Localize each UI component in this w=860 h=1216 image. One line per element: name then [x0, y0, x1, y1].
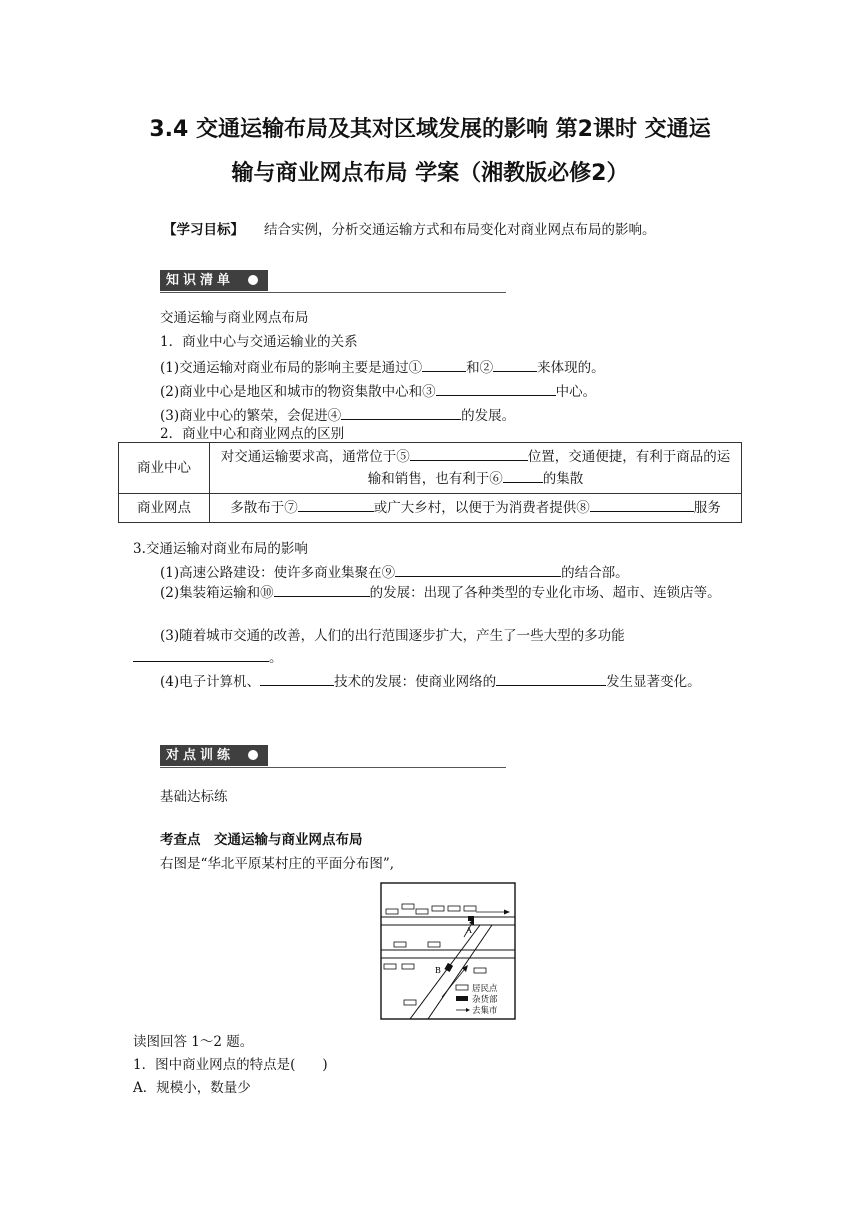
read-instruction: 读图回答 1～2 题。	[133, 1034, 254, 1050]
answer-blank-3[interactable]	[436, 381, 556, 396]
legend-store: 杂货部	[472, 995, 498, 1005]
table-row	[119, 494, 742, 523]
section-banner-label: 对点训练	[160, 745, 268, 766]
table-row-value: 多散布于⑦ 或广大乡村，以便于为消费者提供⑧ 服务	[210, 494, 742, 523]
table-row	[119, 443, 742, 494]
section-banner-practice	[160, 745, 506, 768]
page-title-line-1: 3.4 交通运输布局及其对区域发展的影响 第2课时 交通运	[149, 117, 711, 142]
label-a: A	[466, 926, 472, 935]
question-1-3: (3)商业中心的繁荣，会促进④ 的发展。	[160, 405, 515, 425]
answer-blank-7[interactable]	[298, 497, 374, 512]
table-row-key: 商业网点	[119, 494, 210, 523]
learning-goal	[163, 218, 656, 238]
answer-blank-13[interactable]	[496, 671, 606, 686]
point-3-3: (3)随着城市交通的改善，人们的出行范围逐步扩大，产生了一些大型的多功能。	[133, 625, 731, 669]
legend-market: 去集市	[472, 1006, 498, 1016]
subsection-2: 2．商业中心和商业网点的区别	[160, 426, 345, 442]
answer-blank-1[interactable]	[422, 357, 466, 372]
answer-blank-10[interactable]	[274, 582, 370, 597]
knowledge-heading: 交通运输与商业网点布局	[160, 310, 309, 326]
answer-blank-12[interactable]	[260, 671, 334, 686]
label-b: B	[435, 966, 441, 975]
point-3-2: (2)集装箱运输和⑩ 的发展：出现了各种类型的专业化市场、超市、连锁店等。	[133, 582, 731, 604]
practice-subheading: 基础达标练	[160, 789, 228, 805]
village-map	[380, 882, 516, 1020]
subsection-1: 1．商业中心与交通运输业的关系	[160, 334, 358, 350]
answer-blank-4[interactable]	[341, 405, 461, 420]
answer-blank-6[interactable]	[503, 468, 543, 483]
table-row-key: 商业中心	[119, 443, 210, 494]
learning-goal-text: 结合实例，分析交通运输方式和布局变化对商业网点布局的影响。	[264, 222, 656, 238]
topic-line: 考查点 交通运输与商业网点布局	[160, 832, 363, 848]
question-1-1: (1)交通运输对商业布局的影响主要是通过① 和② 来体现的。	[160, 357, 605, 377]
question-1-2: (2)商业中心是地区和城市的物资集散中心和③ 中心。	[160, 381, 596, 401]
section-banner-label: 知识清单	[160, 270, 268, 291]
answer-blank-2[interactable]	[493, 357, 537, 372]
answer-blank-8[interactable]	[590, 497, 694, 512]
legend-residential: 居民点	[472, 984, 498, 994]
answer-blank-5[interactable]	[410, 446, 528, 461]
comparison-table	[118, 442, 742, 523]
subsection-3: 3.交通运输对商业布局的影响	[133, 541, 308, 557]
page-title-line-2: 输与商业网点布局 学案（湘教版必修2）	[231, 161, 629, 186]
point-3-4: (4)电子计算机、 技术的发展：使商业网络的 发生显著变化。	[133, 671, 731, 693]
question-1-option-a[interactable]: A．规模小，数量少	[133, 1080, 251, 1096]
answer-blank-11[interactable]	[133, 647, 269, 662]
answer-blank-9[interactable]	[395, 562, 561, 577]
section-banner-knowledge	[160, 270, 506, 293]
question-1: 1．图中商业网点的特点是( )	[133, 1057, 328, 1073]
point-3-1: (1)高速公路建设：使许多商业集聚在⑨ 的结合部。	[160, 562, 629, 582]
table-row-value: 对交通运输要求高，通常位于⑤ 位置，交通便捷，有利于商品的运输和销售，也有利于⑥ 的集散	[210, 443, 742, 494]
learning-goal-label: 【学习目标】	[163, 222, 244, 238]
map-intro: 右图是“华北平原某村庄的平面分布图”,	[160, 856, 395, 872]
